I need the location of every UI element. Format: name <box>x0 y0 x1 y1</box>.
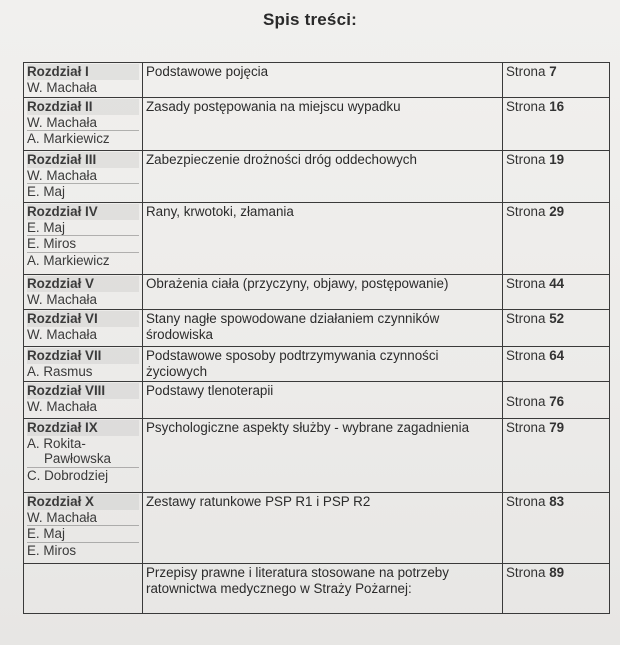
table-row <box>24 203 610 275</box>
chapter-cell <box>24 382 143 419</box>
page-number: 83 <box>549 494 565 509</box>
author-name: W. Machała <box>27 398 97 414</box>
page-cell <box>503 98 610 151</box>
author-name: W. Machała <box>27 167 97 183</box>
topic-cell: Psychologiczne aspekty służby - wybrane zagadnienia <box>143 419 503 493</box>
page-label: Strona <box>506 152 546 167</box>
page-number: 89 <box>549 565 565 580</box>
author-name: C. Dobrodziej <box>27 467 139 484</box>
page-cell <box>503 564 610 614</box>
author-name: Pawłowska <box>44 451 111 466</box>
chapter-cell <box>24 493 143 564</box>
chapter-cell <box>24 564 143 614</box>
page-label: Strona <box>506 204 546 219</box>
chapter-cell <box>24 98 143 151</box>
table-row <box>24 564 610 614</box>
page-cell <box>503 310 610 347</box>
table-row <box>24 275 610 310</box>
author-name: W. Machała <box>27 326 97 342</box>
page-label: Strona <box>506 348 546 363</box>
author-name: E. Miros <box>27 235 139 252</box>
chapter-cell <box>24 203 143 275</box>
author-name: E. Miros <box>27 542 139 559</box>
author-name: A. Markiewicz <box>27 252 139 269</box>
chapter-label: Rozdział VI <box>27 311 139 327</box>
table-row <box>24 98 610 151</box>
chapter-cell <box>24 151 143 203</box>
topic-cell: Zestawy ratunkowe PSP R1 i PSP R2 <box>143 493 503 564</box>
topic-cell: Podstawowe pojęcia <box>143 63 503 98</box>
author-name: W. Machała <box>27 79 97 95</box>
author-name: W. Machała <box>27 509 97 525</box>
author-name: W. Machała <box>27 114 97 130</box>
author-name: A. Markiewicz <box>27 130 139 147</box>
author-name: A. Rasmus <box>27 363 93 379</box>
chapter-label: Rozdział V <box>27 276 139 292</box>
author-name: A. Rokita- <box>27 435 86 451</box>
page-label: Strona <box>506 276 546 291</box>
page-label: Strona <box>506 420 546 435</box>
chapter-cell <box>24 347 143 382</box>
chapter-cell <box>24 310 143 347</box>
page-number: 7 <box>549 64 557 79</box>
author-name: E. Maj <box>27 219 65 235</box>
chapter-cell <box>24 275 143 310</box>
table-row <box>24 493 610 564</box>
chapter-label: Rozdział VII <box>27 348 139 364</box>
page-label: Strona <box>506 394 546 409</box>
page-title: Spis treści: <box>262 10 358 29</box>
chapter-label: Rozdział IV <box>27 204 139 220</box>
page-label: Strona <box>506 99 546 114</box>
table-of-contents <box>23 62 610 614</box>
table-row <box>24 419 610 493</box>
author-name: E. Maj <box>27 183 139 200</box>
page-number: 16 <box>549 99 565 114</box>
page-number: 76 <box>549 394 565 409</box>
chapter-cell <box>24 419 143 493</box>
page-label: Strona <box>506 565 546 580</box>
chapter-label: Rozdział III <box>27 152 139 168</box>
author-name: W. Machała <box>27 291 97 307</box>
chapter-label: Rozdział II <box>27 99 139 115</box>
chapter-cell <box>24 63 143 98</box>
page-cell <box>503 382 610 419</box>
topic-cell: Przepisy prawne i literatura stosowane na potrzeby ratownictwa medycznego w Straży Pożarnej: <box>143 564 503 614</box>
page-label: Strona <box>506 311 546 326</box>
page-number: 44 <box>549 276 565 291</box>
page-cell <box>503 347 610 382</box>
page-number: 19 <box>549 152 565 167</box>
page-label: Strona <box>506 64 546 79</box>
table-row <box>24 310 610 347</box>
topic-cell: Podstawy tlenoterapii <box>143 382 503 419</box>
page-number: 79 <box>549 420 565 435</box>
table-row <box>24 151 610 203</box>
page-number: 52 <box>549 311 565 326</box>
chapter-label: Rozdział I <box>27 64 139 80</box>
table-row <box>24 382 610 419</box>
page-cell <box>503 419 610 493</box>
page-cell <box>503 151 610 203</box>
topic-cell: Rany, krwotoki, złamania <box>143 203 503 275</box>
chapter-label: Rozdział IX <box>27 420 139 436</box>
topic-cell: Stany nagłe spowodowane działaniem czynników środowiska <box>143 310 503 347</box>
page-number: 29 <box>549 204 565 219</box>
page-cell <box>503 275 610 310</box>
topic-cell: Zasady postępowania na miejscu wypadku <box>143 98 503 151</box>
page-label: Strona <box>506 494 546 509</box>
page-cell <box>503 203 610 275</box>
chapter-label: Rozdział X <box>27 494 139 510</box>
topic-cell: Podstawowe sposoby podtrzymywania czynności życiowych <box>143 347 503 382</box>
table-row <box>24 63 610 98</box>
chapter-label: Rozdział VIII <box>27 383 139 399</box>
topic-cell: Zabezpieczenie drożności dróg oddechowych <box>143 151 503 203</box>
page-cell <box>503 63 610 98</box>
topic-cell: Obrażenia ciała (przyczyny, objawy, postępowanie) <box>143 275 503 310</box>
author-name: E. Maj <box>27 525 139 542</box>
page-cell <box>503 493 610 564</box>
table-row <box>24 347 610 382</box>
page-number: 64 <box>549 348 565 363</box>
